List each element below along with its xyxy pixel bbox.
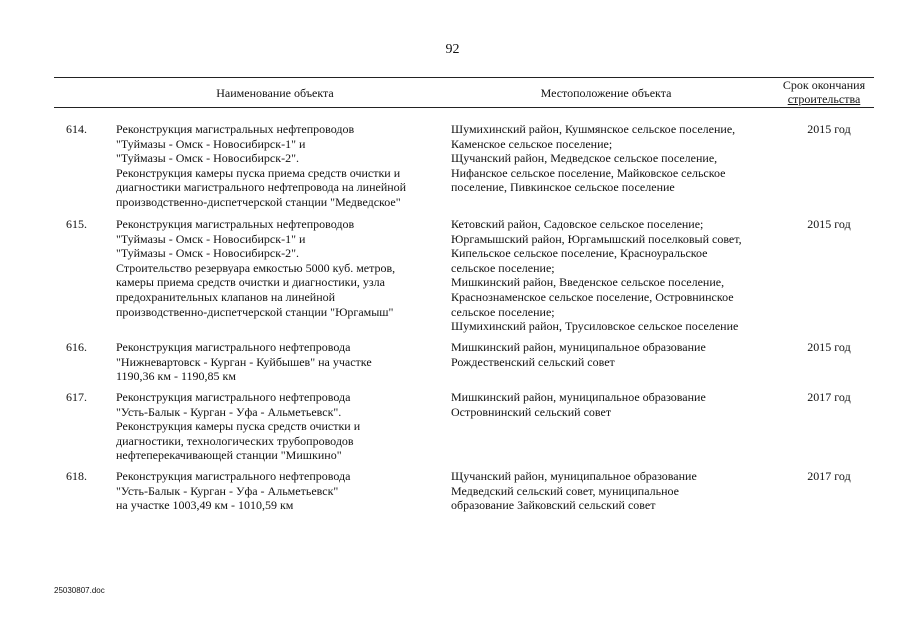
object-location-line: Щучанский район, Медведское сельское поселение, (451, 151, 718, 166)
object-name-line: "Нижневартовск - Курган - Куйбышев" на участке (116, 354, 372, 369)
object-name-line: предохранительных клапанов на линейной (116, 289, 336, 304)
column-header-term-line1: Срок окончания (782, 78, 866, 92)
object-name-line: диагностики, технологических трубопроводов (116, 433, 354, 448)
object-location-line: Краснознаменское сельское поселение, Островнинское (451, 289, 734, 304)
object-name-line: диагностики магистрального нефтепровода на линейной (116, 180, 407, 195)
completion-term: 2015 год (807, 340, 851, 354)
completion-term: 2015 год (807, 122, 851, 136)
object-name-line: Реконструкция камеры пуска средств очистки и (116, 419, 361, 434)
object-location (451, 217, 781, 334)
column-header-name: Наименование объекта (216, 86, 334, 100)
row-number: 616. (66, 340, 87, 354)
object-location-line: Щучанский район, муниципальное образование (451, 469, 697, 483)
object-name-line: Реконструкция магистрального нефтепровода (116, 469, 351, 483)
object-name-line: "Усть-Балык - Курган - Уфа - Альметьевск" (116, 483, 339, 498)
object-location (451, 390, 781, 419)
object-name-line: "Туймазы - Омск - Новосибирск-1" и (116, 231, 306, 246)
object-name-line: Реконструкция магистрального нефтепровода (116, 340, 351, 354)
object-location-line: Мишкинский район, муниципальное образование (451, 340, 706, 354)
object-location-line: поселение, Пивкинское сельское поселение (451, 180, 675, 195)
header-top-rule (54, 77, 874, 78)
row-number: 618. (66, 469, 87, 483)
object-location-line: Шумихинский район, Трусиловское сельское поселение (451, 319, 739, 334)
row-number: 615. (66, 217, 87, 231)
document-filename: 25030807.doc (54, 586, 105, 595)
row-number: 614. (66, 122, 87, 136)
object-location-line: Нифанское сельское поселение, Майковское сельское (451, 165, 726, 180)
object-location (451, 340, 781, 369)
object-name-line: "Усть-Балык - Курган - Уфа - Альметьевск". (116, 404, 342, 419)
object-location-line: Кетовский район, Садовское сельское поселение; (451, 217, 704, 231)
object-name-line: Реконструкция камеры пуска приема средств очистки и (116, 165, 401, 180)
completion-term: 2017 год (807, 469, 851, 483)
row-number: 617. (66, 390, 87, 404)
completion-term: 2017 год (807, 390, 851, 404)
object-name-line: "Туймазы - Омск - Новосибирск-2". (116, 151, 299, 166)
object-name-line: 1190,36 км - 1190,85 км (116, 369, 236, 384)
header-bottom-rule (54, 107, 874, 108)
object-name (116, 217, 446, 319)
object-location-line: Рождественский сельский совет (451, 354, 615, 369)
object-name-line: производственно-диспетчерской станции "Медведское" (116, 194, 401, 209)
column-header-term-line2: строительства (787, 92, 861, 106)
object-location-line: Островнинский сельский совет (451, 404, 612, 419)
object-name (116, 122, 446, 210)
object-location-line: Медведский сельский совет, муниципальное (451, 483, 679, 498)
object-location-line: Мишкинский район, муниципальное образование (451, 390, 706, 404)
object-name-line: "Туймазы - Омск - Новосибирск-2". (116, 246, 299, 261)
object-location-line: Кипельское сельское поселение, Красноуральское (451, 246, 708, 261)
object-name-line: Строительство резервуара емкостью 5000 куб. метров, (116, 260, 396, 275)
object-location-line: Мишкинский район, Введенское сельское поселение, (451, 275, 725, 290)
object-name (116, 390, 446, 463)
object-name-line: на участке 1003,49 км - 1010,59 км (116, 498, 294, 513)
object-name-line: производственно-диспетчерской станции "Юргамыш" (116, 304, 394, 319)
object-location-line: сельское поселение; (451, 260, 555, 275)
object-location-line: Юргамышский район, Юргамышский поселковый совет, (451, 231, 742, 246)
object-location-line: сельское поселение; (451, 304, 555, 319)
object-name-line: "Туймазы - Омск - Новосибирск-1" и (116, 136, 306, 151)
object-location-line: Каменское сельское поселение; (451, 136, 613, 151)
object-name-line: Реконструкция магистральных нефтепроводов (116, 122, 355, 136)
column-header-term (774, 78, 874, 106)
column-header-location: Местоположение объекта (540, 86, 672, 100)
object-name-line: Реконструкция магистральных нефтепроводов (116, 217, 355, 231)
object-name-line: нефтеперекачивающей станции "Мишкино" (116, 448, 342, 463)
page-number: 92 (445, 42, 460, 57)
object-name (116, 469, 446, 513)
object-location-line: образование Зайковский сельский совет (451, 498, 656, 513)
object-name-line: Реконструкция магистрального нефтепровода (116, 390, 351, 404)
object-name (116, 340, 446, 384)
object-location-line: Шумихинский район, Кушмянское сельское поселение, (451, 122, 736, 136)
object-name-line: камеры приема средств очистки и диагностики, узла (116, 275, 385, 290)
object-location (451, 122, 781, 195)
completion-term: 2015 год (807, 217, 851, 231)
object-location (451, 469, 781, 513)
